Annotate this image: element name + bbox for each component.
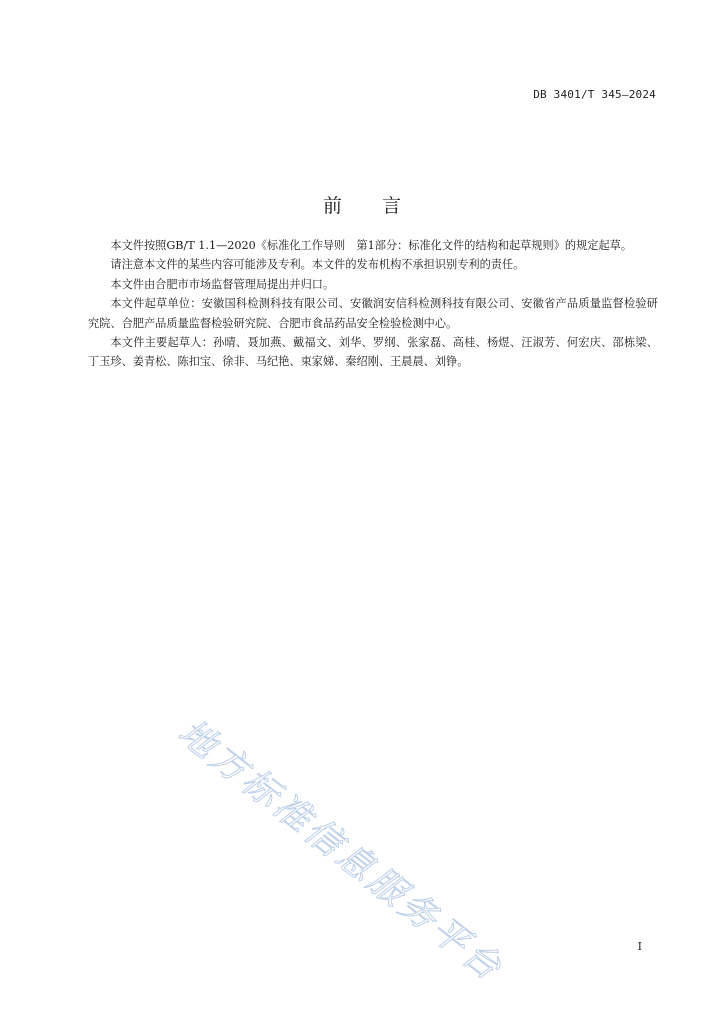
page-number: I (637, 940, 642, 953)
document-code: DB 3401/T 345—2024 (533, 88, 656, 101)
paragraph-patent-notice: 请注意本文件的某些内容可能涉及专利。本文件的发布机构不承担识别专利的责任。 (110, 258, 525, 272)
foreword-body (88, 236, 658, 372)
paragraph-drafters: 本文件主要起草人：孙晴、聂加燕、戴福文、刘华、罗纲、张家磊、高桂、杨煜、汪淑芳、何宏庆、邵栋梁、丁玉珍、姜青松、陈扣宝、徐非、马纪艳、束家娣、秦绍刚、王晨晨、刘铮。 (88, 336, 658, 369)
watermark: 地方标准信息服务平台 (170, 711, 511, 991)
paragraph-proposer: 本文件由合肥市市场监督管理局提出并归口。 (110, 277, 335, 291)
paragraph-drafting-units: 本文件起草单位：安徽国科检测科技有限公司、安徽润安信科检测科技有限公司、安徽省产品质量监督检验研究院、合肥产品质量监督检验研究院、合肥市食品药品安全检验检测中心。 (88, 297, 658, 330)
page-title: 前言 (322, 194, 441, 217)
paragraph-drafting-basis: 本文件按照GB/T 1.1—2020《标准化工作导则 第1部分：标准化文件的结构和起草规则》的规定起草。 (110, 239, 633, 252)
